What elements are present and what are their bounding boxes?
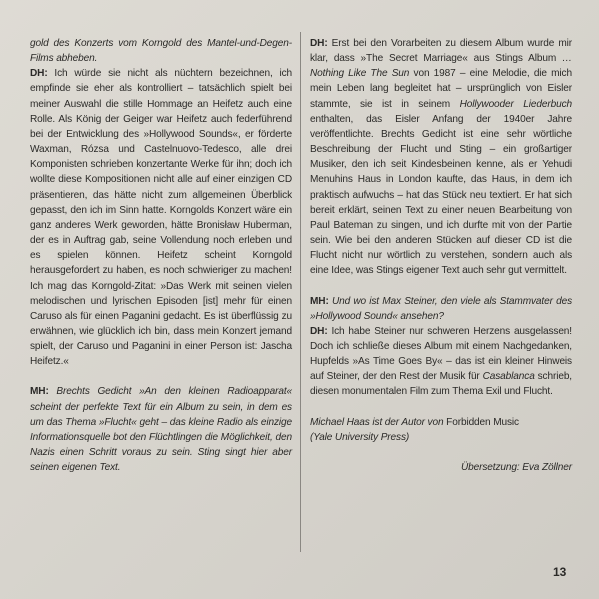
right-paragraph-2: MH: Und wo ist Max Steiner, den viele als Stammvater des »Hollywood Sound« ansehen? — [310, 295, 572, 322]
speaker-label: DH: — [310, 325, 328, 337]
translation-credit: Übersetzung: Eva Zöllner — [460, 461, 572, 473]
author-note: Michael Haas ist der Autor von Forbidden Music (Yale University Press) — [310, 416, 519, 443]
speaker-label: MH: — [310, 295, 329, 307]
speaker-label: DH: — [30, 68, 48, 80]
speaker-label: DH: — [310, 38, 328, 49]
left-column — [30, 36, 292, 475]
right-paragraph-3: DH: Ich habe Steiner nur schweren Herzens ausgelassen! Doch ich schließe dieses Album mit einem Nachgedanken, Hupfelds »As Time Goes By« – das ist ein kleiner Hinweis auf Steiner, der den Rest der Musik für Casablanca schrieb, diesen monumentalen Film zum Thema Exil und Flucht. — [310, 325, 572, 398]
left-paragraph-1: gold des Konzerts vom Korngold des Mantel-und-Degen-Films abheben. — [30, 38, 292, 65]
left-paragraph-3: MH: Brechts Gedicht »An den kleinen Radioapparat« scheint der perfekte Text für ein Album zu sein, in dem es um das Thema »Flucht« geht – das kleine Radio als einzige Informationsquelle bot den Flüchtlingen die Möglichkeit, den Nazis einen Schritt voraus zu sein. Sting singt hier aber seinen eigenen Text. — [30, 386, 292, 474]
left-paragraph-2: DH: Ich würde sie nicht als nüchtern bezeichnen, ich empfinde sie eher als kontrolliert – tatsächlich spielt bei meiner Auswahl die stille Hommage an Heifetz auch eine Rolle. Als König der Geiger war Heifetz auch federführend bei der Entwicklung des »Hollywood Sounds«, er förderte Waxman, Rózsa und Castelnuovo-Tedesco, alle drei Komponisten schrieben konzertante Werke für ihn; doch ich wollte diese Kompositionen nicht alle auf einer einzigen CD präsentieren, das hätte nicht zum allgemeinen Überblick gepasst, den ich im Sinn hatte. Korngolds Konzert wäre ein ganz anderes Werk geworden, hätte Bronisław Huberman, der es in Auftrag gab, seine Vollendung noch erleben und es spielen können. Heifetz scheint Korngold herausgefordert zu haben, es noch schwieriger zu machen! Ich mag das Korngold-Zitat: »Das Werk mit seinen vielen melodischen und lyrischen Episoden [ist] mehr für einen Caruso als für einen Paganini gedacht. Es ist überflüssig zu erwähnen, wie glücklich ich bin, dass mein Konzert jemand spielt, der Caruso und Paganini in einer Person ist: Jascha Heifetz.« — [30, 68, 292, 368]
speaker-label: MH: — [30, 386, 49, 398]
page-number: 13 — [553, 565, 567, 579]
right-column — [310, 36, 572, 475]
right-paragraph-1: DH: Erst bei den Vorarbeiten zu diesem Album wurde mir klar, dass »The Secret Marriage« aus Stings Album …Nothing Like The Sun von 1987 – eine Melodie, die mich mein Leben lang begleitet hat – ursprünglich von Eisler stammte, sie ist in seinem Hollywooder Liederbuch enthalten, das Eisler Anfang der 1940er Jahre veröffentlichte. Brechts Gedicht ist eine sehr wörtliche Beschreibung der Flucht und Sting – ein großartiger Musiker, den ich seit Kindesbeinen kenne, als er Yehudi Menuhins Haus in London kaufte, das Haus, in dem ich praktisch aufwuchs – hat das Stück neu textiert. Er hat sich bereit erklärt, seinen Text zu einer neuen Bearbeitung von Paul Bateman zu singen, und ich durfte mit von der Partie sein. Wie bei den anderen Stücken auf dieser CD ist die Flucht nicht nur wörtlich zu verstehen, sondern auch als eine Idee, was Stings eigener Text auch sehr gut vermittelt. — [310, 38, 572, 277]
column-divider — [300, 32, 301, 552]
